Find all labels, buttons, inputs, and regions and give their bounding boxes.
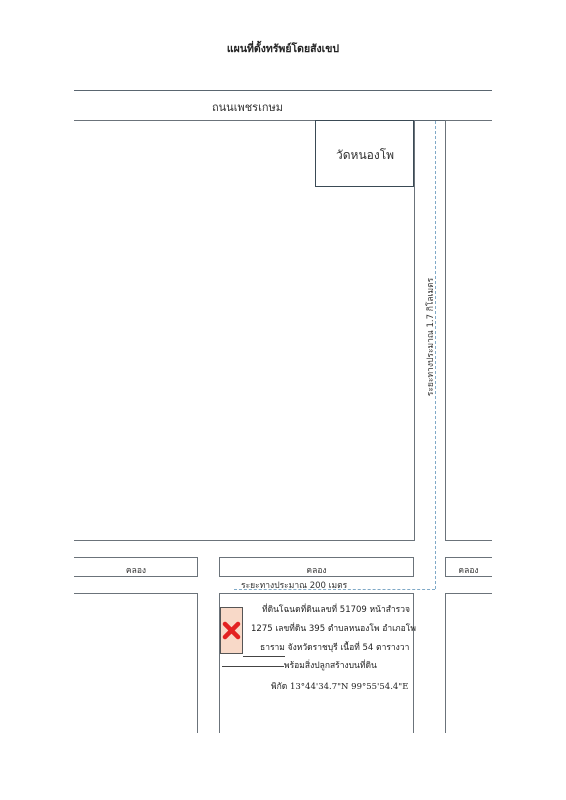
canal-label-center: คลอง	[306, 566, 327, 576]
property-description-line-1: ที่ดินโฉนดที่ดินเลขที่ 51709 หน้าสำรวจ	[262, 605, 410, 615]
property-description-line-3: ธาราม จังหวัดราชบุรี เนื้อที่ 54 ตารางวา	[260, 643, 410, 653]
property-description-line-4: พร้อมสิ่งปลูกสร้างบนที่ดิน	[284, 661, 377, 671]
property-marker	[220, 607, 243, 654]
property-coordinates: พิกัด 13°44'34.7"N 99°55'54.4"E	[271, 682, 409, 692]
block-lower-right	[445, 593, 492, 733]
canal-label-left: คลอง	[125, 566, 147, 576]
underline-1	[243, 656, 285, 657]
underline-2	[222, 666, 284, 667]
road-top-edge	[74, 90, 492, 91]
road-name: ถนนเพชรเกษม	[212, 101, 284, 114]
canal-label-right: คลอง	[458, 566, 479, 576]
distance-label-horizontal: ระยะทางประมาณ 200 เมตร	[241, 581, 348, 591]
map-title: แผนที่ตั้งทรัพย์โดยสังเขป	[226, 43, 340, 55]
block-lower-left	[74, 593, 198, 733]
distance-label-vertical: ระยะทางประมาณ 1.7 กิโลเมตร	[426, 277, 436, 397]
block-upper-right	[445, 120, 492, 541]
temple-name: วัดหนองโพ	[336, 148, 395, 162]
property-description-line-2: 1275 เลขที่ดิน 395 ตำบลหนองโพ อำเภอโพ	[251, 624, 416, 634]
cross-mark-icon	[221, 608, 242, 653]
